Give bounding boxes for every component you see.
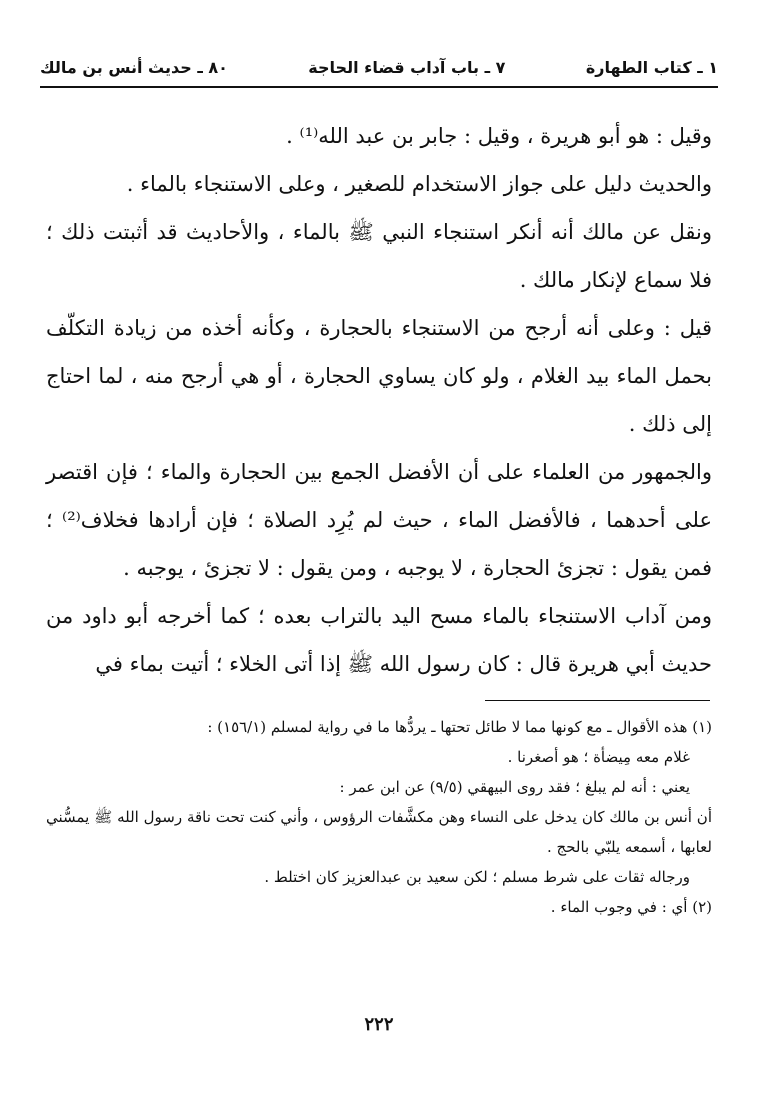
page-number: ٢٢٢ — [364, 1014, 394, 1035]
header-book-title: ١ ـ كتاب الطهارة — [585, 57, 718, 77]
footnote-line: (١) هذه الأقوال ـ مع كونها مما لا طائل تحتها ـ يردُّها ما في رواية لمسلم (١٥٦/١) : — [207, 718, 712, 736]
header-hadith-title: ٨٠ ـ حديث أنس بن مالك — [40, 57, 228, 77]
footnote-line: (٢) أي : في وجوب الماء . — [550, 898, 712, 916]
footnote-line: يعني : أنه لم يبلغ ؛ فقد روى البيهقي (٩/٥) عن ابن عمر : — [339, 778, 690, 796]
paragraph: والحديث دليل على جواز الاستخدام للصغير ، وعلى الاستنجاء بالماء . — [126, 172, 712, 196]
paragraph: قيل : وعلى أنه أرجح من الاستنجاء بالحجارة ، وكأنه أخذه من زيادة التكلّف بحمل الماء بيد الغلام ، ولو كان يساوي الحجارة ، أو هي أرجح منه ، لما احتاج إلى ذلك . — [46, 316, 712, 436]
running-header — [40, 52, 718, 82]
paragraph: ونقل عن مالك أنه أنكر استنجاء النبي ﷺ بالماء ، والأحاديث قد أثبتت ذلك ؛ فلا سماع لإنكار مالك . — [46, 220, 712, 292]
paragraph: وقيل : هو أبو هريرة ، وقيل : جابر بن عبد الله⁽¹⁾ . — [286, 124, 712, 148]
header-chapter-title: ٧ ـ باب آداب قضاء الحاجة — [308, 57, 506, 77]
footnote-rule — [485, 700, 710, 701]
paragraph: ومن آداب الاستنجاء بالماء مسح اليد بالتراب بعده ؛ كما أخرجه أبو داود من حديث أبي هريرة قال : كان رسول الله ﷺ إذا أتى الخلاء ؛ أتيت بماء في — [46, 604, 712, 676]
footnote-line: غلام معه مِيضأة ؛ هو أصغرنا . — [507, 748, 690, 766]
footnotes — [46, 712, 712, 922]
header-rule — [40, 86, 718, 88]
main-text — [46, 112, 712, 688]
footnote-line: ورجاله ثقات على شرط مسلم ؛ لكن سعيد بن عبدالعزيز كان اختلط . — [264, 868, 690, 886]
paragraph: والجمهور من العلماء على أن الأفضل الجمع بين الحجارة والماء ؛ فإن اقتصر على أحدهما ، فالأفضل الماء ، حيث لم يُرِد الصلاة ؛ فإن أرادها فخلاف⁽²⁾ ؛ فمن يقول : تجزئ الحجارة ، لا يوجبه ، ومن يقول : لا تجزئ ، يوجبه . — [46, 460, 713, 580]
footnote-line: أن أنس بن مالك كان يدخل على النساء وهن مكشَّفات الرؤوس ، وأني كنت تحت ناقة رسول الله ﷺ يمسُّني لعابها ، أسمعه يلبّي بالحج . — [46, 808, 712, 856]
